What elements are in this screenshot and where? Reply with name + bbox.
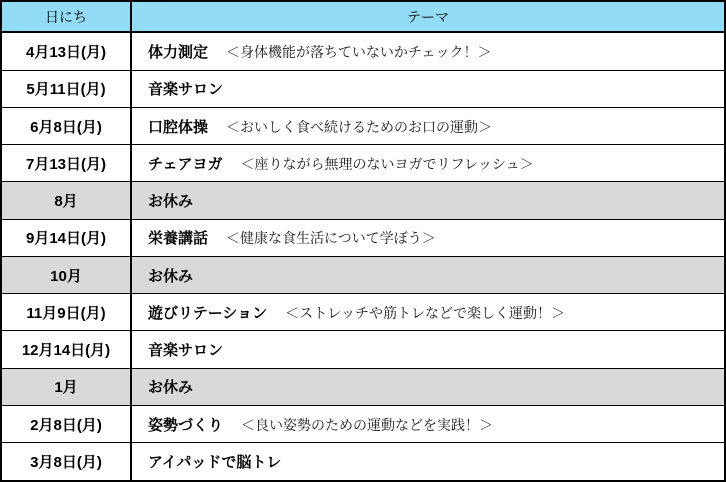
theme-cell bbox=[131, 32, 725, 70]
theme-title: お休み bbox=[148, 379, 194, 397]
table-row bbox=[1, 294, 725, 331]
date-cell: 3月8日(月) bbox=[1, 443, 131, 481]
theme-description: ＜良い姿勢のための運動などを実践！＞ bbox=[241, 416, 494, 433]
date-cell: 7月13日(月) bbox=[1, 145, 131, 182]
theme-cell bbox=[131, 443, 725, 481]
table-row-closed bbox=[1, 368, 725, 405]
table-row bbox=[1, 70, 725, 107]
table-row-closed bbox=[1, 256, 725, 293]
table-row bbox=[1, 145, 725, 182]
table-row bbox=[1, 331, 725, 368]
header-row bbox=[1, 1, 725, 32]
date-cell: 8月 bbox=[1, 182, 131, 219]
theme-cell bbox=[131, 331, 725, 368]
theme-cell bbox=[131, 219, 725, 256]
theme-title: アイパッドで脳トレ bbox=[148, 454, 282, 472]
date-cell: 4月13日(月) bbox=[1, 32, 131, 70]
table-row bbox=[1, 219, 725, 256]
date-cell: 9月14日(月) bbox=[1, 219, 131, 256]
theme-cell bbox=[131, 368, 725, 405]
table-row bbox=[1, 443, 725, 481]
theme-title: 体力測定 bbox=[148, 43, 209, 61]
theme-cell bbox=[131, 182, 725, 219]
table-row bbox=[1, 107, 725, 144]
theme-description: ＜ストレッチや筋トレなどで楽しく運動！＞ bbox=[285, 304, 565, 321]
column-header-date: 日にち bbox=[1, 1, 131, 32]
theme-cell bbox=[131, 406, 725, 443]
theme-description: ＜座りながら無理のないヨガでリフレッシュ＞ bbox=[240, 155, 534, 172]
date-cell: 1月 bbox=[1, 368, 131, 405]
table-row-closed bbox=[1, 182, 725, 219]
theme-title: 姿勢づくり bbox=[148, 416, 224, 434]
date-cell: 2月8日(月) bbox=[1, 406, 131, 443]
theme-description: ＜おいしく食べ続けるためのお口の運動＞ bbox=[226, 118, 493, 135]
theme-title: お休み bbox=[148, 267, 194, 285]
theme-description: ＜身体機能が落ちていないかチェック！＞ bbox=[226, 43, 492, 60]
theme-title: 口腔体操 bbox=[148, 118, 209, 136]
date-cell: 5月11日(月) bbox=[1, 70, 131, 107]
theme-title: チェアヨガ bbox=[148, 155, 223, 173]
theme-title: 音楽サロン bbox=[148, 342, 224, 360]
theme-title: 音楽サロン bbox=[148, 81, 224, 99]
theme-cell bbox=[131, 256, 725, 293]
theme-cell bbox=[131, 145, 725, 182]
theme-description: ＜健康な食生活について学ぼう＞ bbox=[226, 230, 436, 247]
table-row bbox=[1, 32, 725, 70]
theme-cell bbox=[131, 70, 725, 107]
date-cell: 6月8日(月) bbox=[1, 107, 131, 144]
date-cell: 12月14日(月) bbox=[1, 331, 131, 368]
theme-title: お休み bbox=[148, 193, 194, 211]
date-cell: 10月 bbox=[1, 256, 131, 293]
theme-cell bbox=[131, 107, 725, 144]
date-cell: 11月9日(月) bbox=[1, 294, 131, 331]
theme-cell bbox=[131, 294, 725, 331]
table-row bbox=[1, 406, 725, 443]
theme-title: 栄養講話 bbox=[148, 230, 209, 248]
column-header-theme: テーマ bbox=[131, 1, 725, 32]
theme-title: 遊びリテーション bbox=[148, 304, 268, 322]
